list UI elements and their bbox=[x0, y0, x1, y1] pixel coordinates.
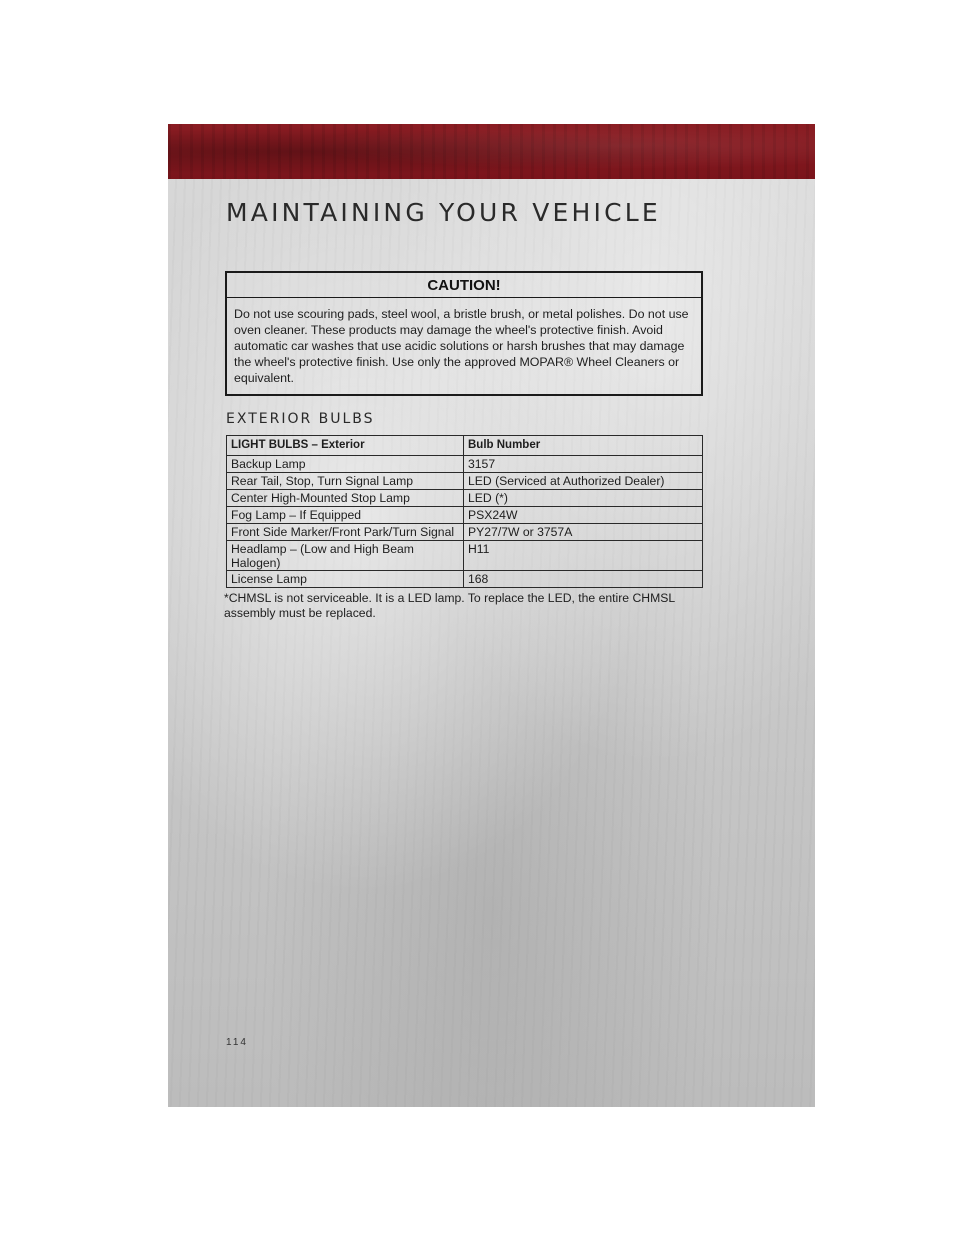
table-footnote: *CHMSL is not serviceable. It is a LED lamp. To replace the LED, the entire CHMSL assembly must be replaced. bbox=[224, 591, 675, 620]
table-header-row bbox=[227, 436, 703, 456]
table-cell-number: LED (Serviced at Authorized Dealer) bbox=[464, 473, 703, 490]
page-number: 114 bbox=[226, 1037, 248, 1048]
section-title: EXTERIOR BULBS bbox=[226, 411, 375, 427]
table-cell-number: H11 bbox=[464, 541, 703, 571]
caution-heading: CAUTION! bbox=[227, 273, 701, 298]
table-cell-number: PY27/7W or 3757A bbox=[464, 524, 703, 541]
table-row bbox=[227, 490, 703, 507]
table-cell-number: 168 bbox=[464, 571, 703, 588]
table-cell-bulb: License Lamp bbox=[227, 571, 464, 588]
table-cell-bulb: Fog Lamp – If Equipped bbox=[227, 507, 464, 524]
table-cell-bulb: Backup Lamp bbox=[227, 456, 464, 473]
table-row bbox=[227, 473, 703, 490]
table-cell-bulb: Center High-Mounted Stop Lamp bbox=[227, 490, 464, 507]
caution-box bbox=[225, 271, 703, 396]
page-title: MAINTAINING YOUR VEHICLE bbox=[226, 198, 661, 227]
table-cell-bulb: Headlamp – (Low and High Beam Halogen) bbox=[227, 541, 464, 571]
table-row bbox=[227, 507, 703, 524]
table-row bbox=[227, 571, 703, 588]
table-row bbox=[227, 524, 703, 541]
table-cell-number: PSX24W bbox=[464, 507, 703, 524]
table-row bbox=[227, 456, 703, 473]
table-cell-bulb: Front Side Marker/Front Park/Turn Signal bbox=[227, 524, 464, 541]
caution-text: Do not use scouring pads, steel wool, a bristle brush, or metal polishes. Do not use oven cleaner. These products may damage the wheel's protective finish. Avoid automatic car washes that use acidic solutions or harsh brushes that may damage the wheel's protective finish. Use only the approved MOPAR® Wheel Cleaners or equivalent. bbox=[234, 307, 689, 385]
table-cell-number: LED (*) bbox=[464, 490, 703, 507]
table-header-bulb-number: Bulb Number bbox=[464, 436, 703, 456]
table-cell-bulb: Rear Tail, Stop, Turn Signal Lamp bbox=[227, 473, 464, 490]
table-row bbox=[227, 541, 703, 571]
manual-page bbox=[168, 124, 815, 1107]
header-banner bbox=[168, 124, 815, 179]
bulb-table bbox=[226, 435, 703, 588]
table-header-light-bulbs: LIGHT BULBS – Exterior bbox=[227, 436, 464, 456]
table-cell-number: 3157 bbox=[464, 456, 703, 473]
